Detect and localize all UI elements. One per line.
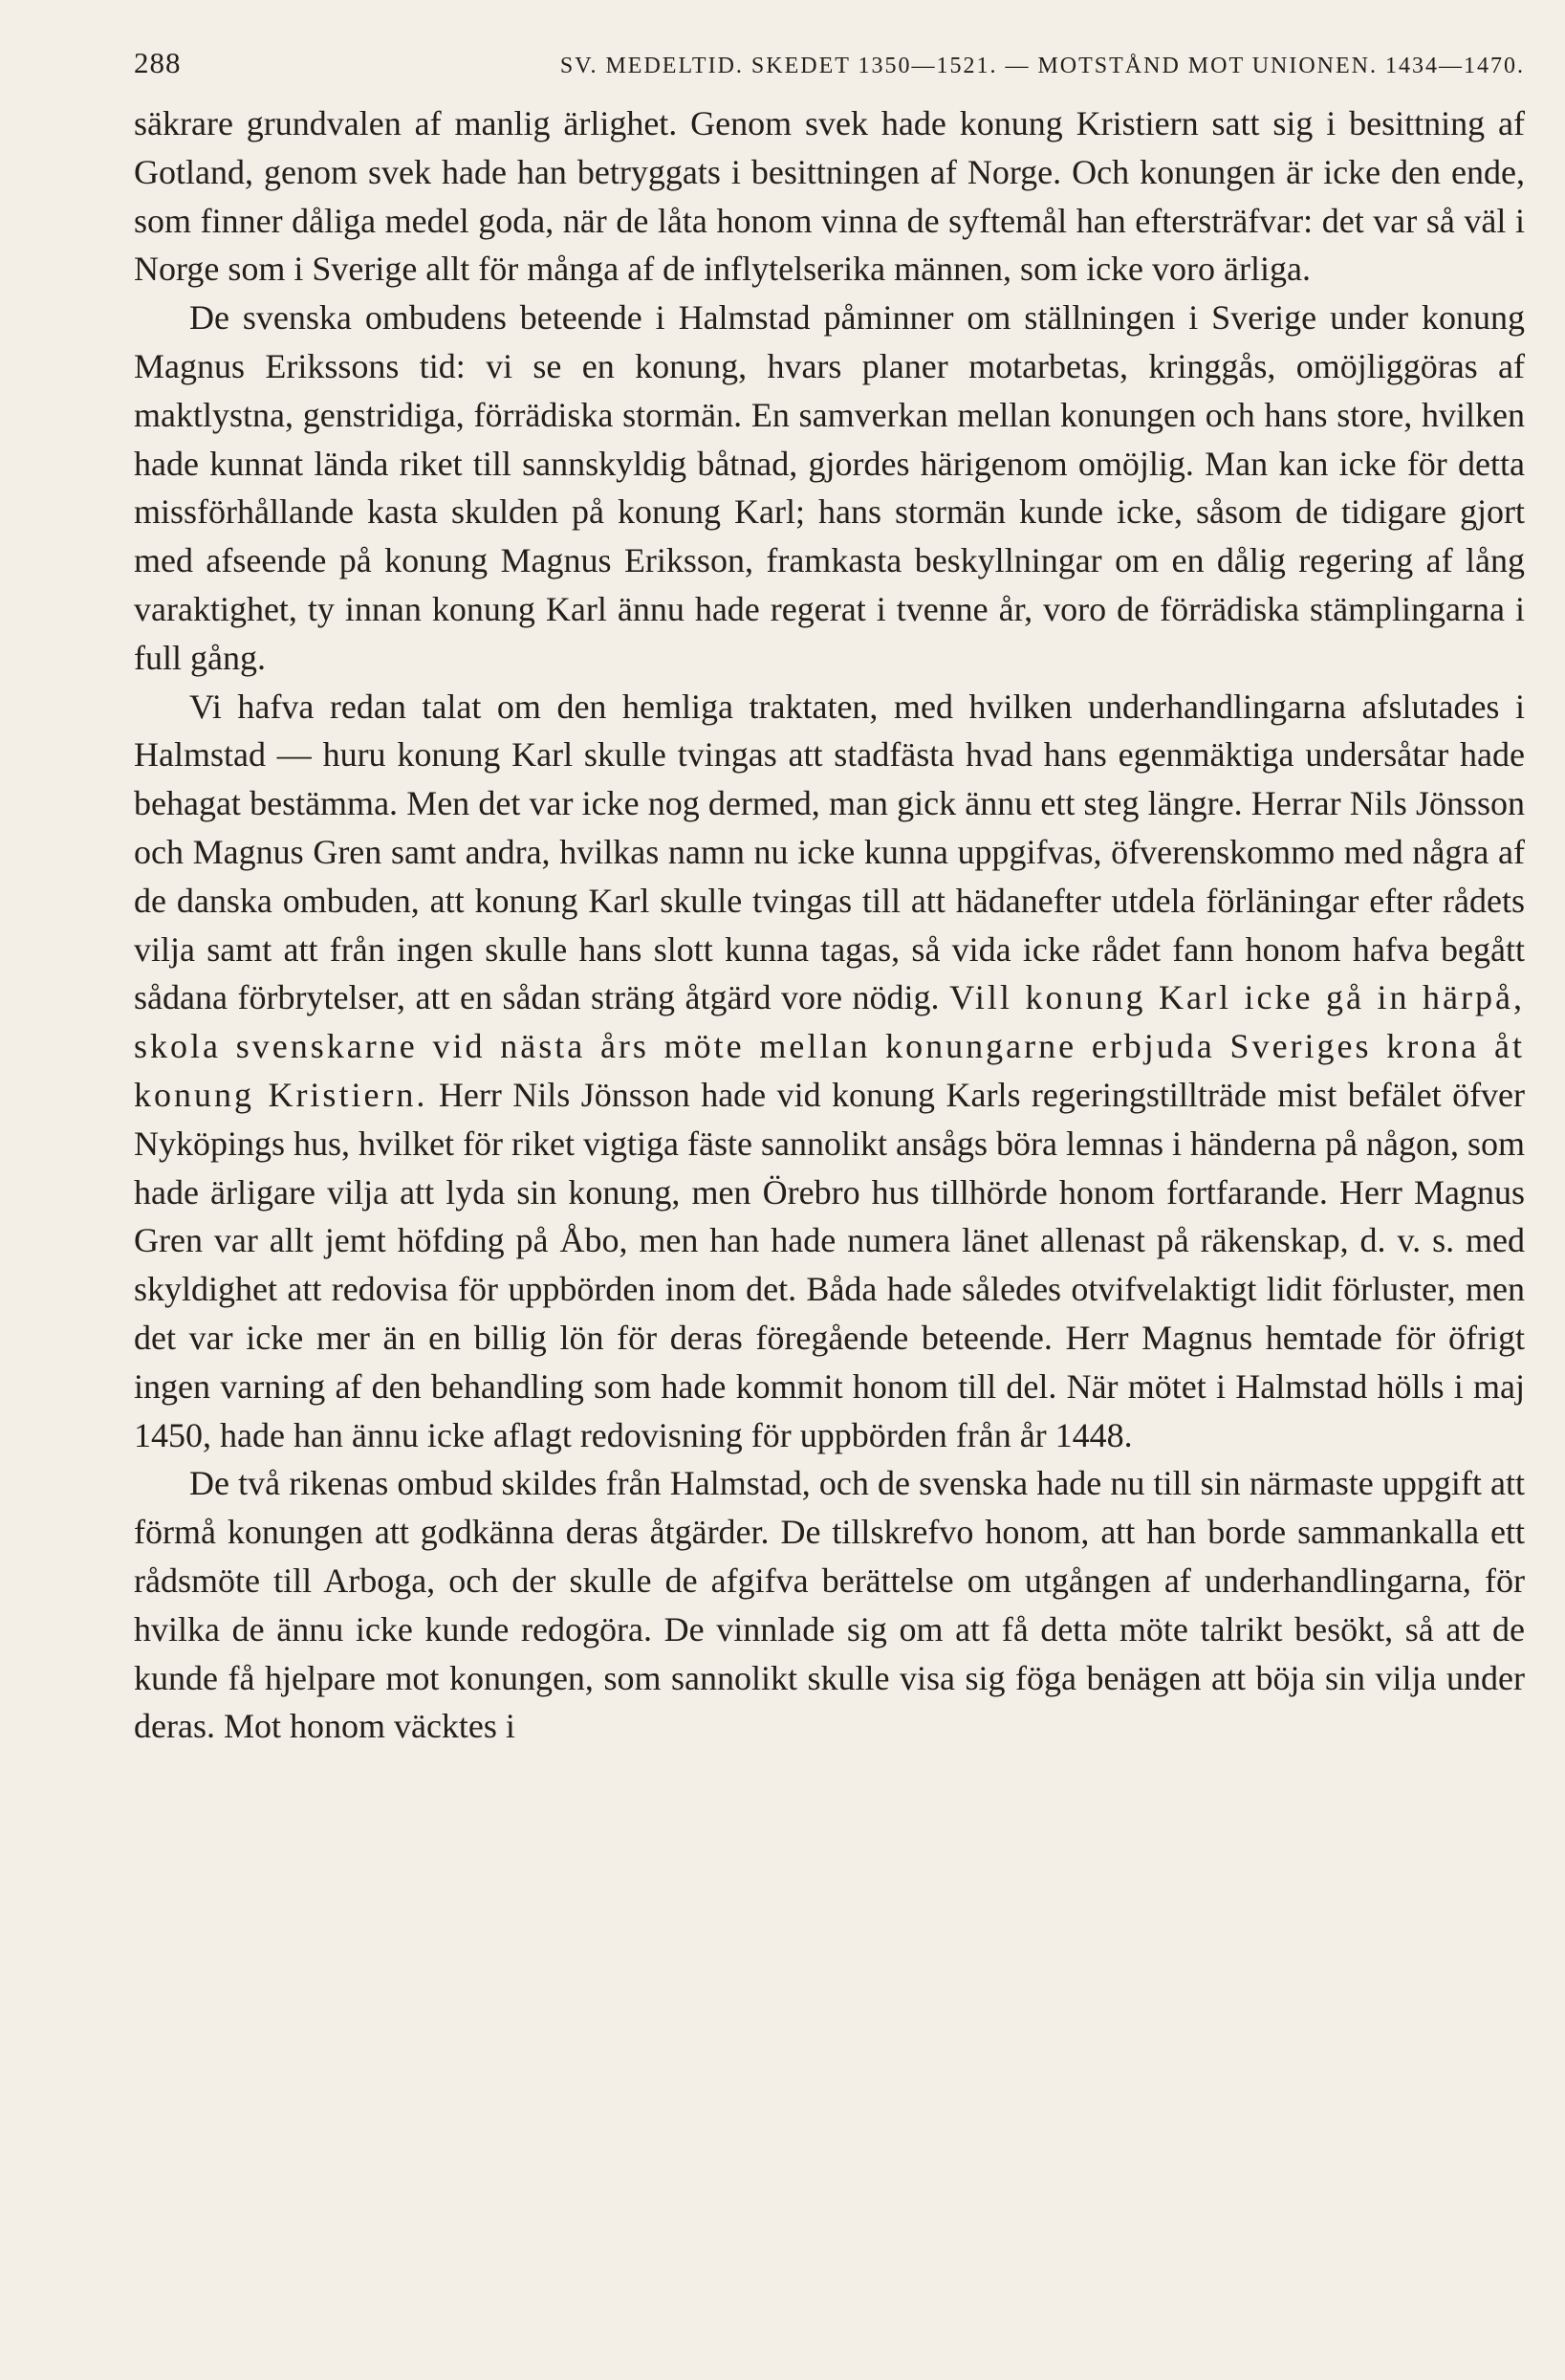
paragraph-2: De svenska ombudens beteende i Halmstad påminner om ställningen i Sverige under konung Magnus Erikssons tid: vi se en konung, hvars planer motarbetas, kringgås, omöjliggöras af maktlystna, genstridiga, förrädiska stormän. En samverkan mellan konungen och hans store, hvilken hade kunnat lända riket till sannskyldig båtnad, gjordes härigenom omöjlig. Man kan icke för detta missförhållande kasta skulden på konung Karl; hans stormän kunde icke, såsom de tidigare gjort med afseende på konung Magnus Eriksson, framkasta beskyllningar om en dålig regering af lång varaktighet, ty innan konung Karl ännu hade regerat i tvenne år, voro de förrädiska stämplingarna i full gång. <box>134 298 1525 677</box>
paragraph-3-spaced-emphasis: Vill konung Karl icke gå in härpå, skola svenskarne vid nästa års möte mellan konungarne erbjuda Sveriges krona åt konung Kristiern. <box>134 978 1526 1114</box>
running-title: SV. MEDELTID. SKEDET 1350—1521. — MOTSTÅND MOT UNIONEN. 1434—1470. <box>559 54 1525 78</box>
body-text <box>134 99 1525 1751</box>
running-header <box>134 46 1525 80</box>
paragraph-3-part-2: Herr Nils Jönsson hade vid konung Karls regeringstillträde mist befälet öfver Nyköpings hus, hvilket för riket vigtiga fäste sannolikt ansågs böra lemnas i händerna på någon, som hade ärligare vilja att lyda sin konung, men Örebro hus tillhörde honom fortfarande. Herr Magnus Gren var allt jemt höfding på Åbo, men han hade numera länet allenast på räkenskap, d. v. s. med skyldighet att redovisa för uppbörden inom det. Båda hade således otvifvelaktigt lidit förluster, men det var icke mer än en billig lön för deras föregående beteende. Herr Magnus hemtade för öfrigt ingen varning af den behandling som hade kommit honom till del. När mötet i Halmstad hölls i maj 1450, hade han ännu icke aflagt redovisning för uppbörden från år 1448. <box>134 1075 1526 1454</box>
paragraph-3 <box>134 683 1525 1460</box>
paragraph-1: säkrare grundvalen af manlig ärlighet. Genom svek hade konung Kristiern satt sig i besittning af Gotland, genom svek hade han betryggats i besittningen af Norge. Och konungen är icke den ende, som finner dåliga medel goda, när de låta honom vinna de syftemål han eftersträfvar: det var så väl i Norge som i Sverige allt för många af de inflytelserika männen, som icke voro ärliga. <box>134 104 1525 289</box>
paragraph-4: De två rikenas ombud skildes från Halmstad, och de svenska hade nu till sin närmaste uppgift att förmå konungen att godkänna deras åtgärder. De tillskrefvo honom, att han borde sammankalla ett rådsmöte till Arboga, och der skulle de afgifva berättelse om utgången af underhandlingarna, för hvilka de ännu icke kunde redogöra. De vinnlade sig om att få detta möte talrikt besökt, så att de kunde få hjelpare mot konungen, som sannolikt skulle visa sig föga benägen att böja sin vilja under deras. Mot honom väcktes i <box>134 1464 1525 1746</box>
paragraph-3-part-1: Vi hafva redan talat om den hemliga traktaten, med hvilken underhandlingarna afslutades i Halmstad — huru konung Karl skulle tvingas att stadfästa hvad hans egenmäktiga undersåtar hade behagat bestämma. Men det var icke nog dermed, man gick ännu ett steg längre. Herrar Nils Jönsson och Magnus Gren samt andra, hvilkas namn nu icke kunna uppgifvas, öfverenskommo med några af de danska ombuden, att konung Karl skulle tvingas till att hädanefter utdela förläningar efter rådets vilja samt att från ingen skulle hans slott kunna tagas, så vida icke rådet fann honom hafva begått sådana förbrytelser, att en sådan sträng åtgärd vore nödig. <box>134 687 1525 1017</box>
page-number: 288 <box>134 46 182 79</box>
